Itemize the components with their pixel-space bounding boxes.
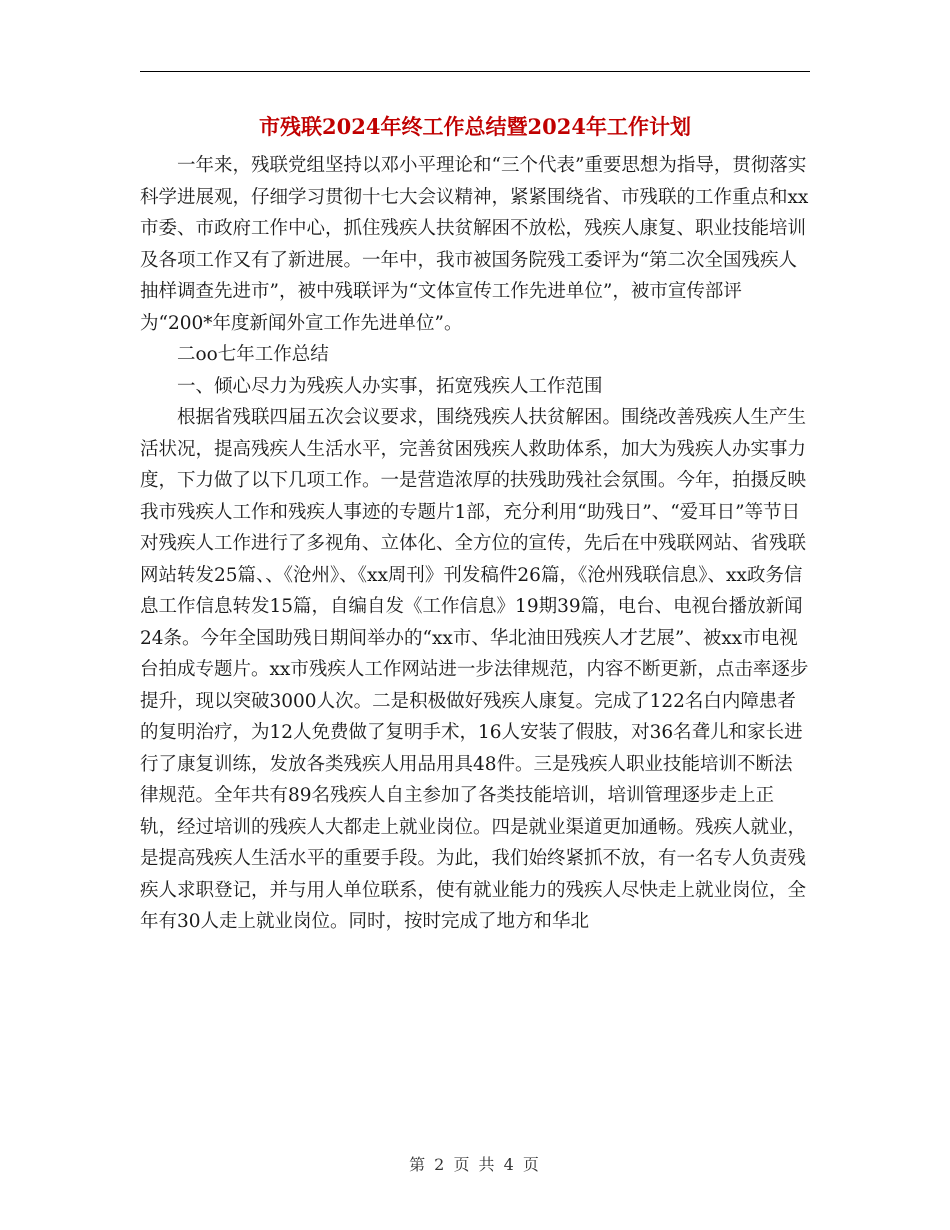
document-title: 市残联2024年终工作总结暨2024年工作计划 bbox=[259, 114, 691, 139]
header-rule bbox=[140, 71, 810, 72]
section-heading: 二oo七年工作总结 bbox=[177, 344, 329, 365]
paragraph-intro: 一年来，残联党组坚持以邓小平理论和“三个代表”重要思想为指导，贯彻落实科学进展观，仔细学习贯彻十七大会议精神，紧紧围绕省、市残联的工作重点和xx市委、市政府工作中心，抓住残疾人扶贫解困不放松，残疾人康复、职业技能培训及各项工作又有了新进展。一年中，我市被国务院残工委评为“第二次全国残疾人抽样调查先进市”，被中残联评为“文体宣传工作先进单位”，被市宣传部评为“200*年度新闻外宣工作先进单位”。 bbox=[140, 155, 809, 334]
document-body bbox=[140, 150, 810, 938]
paragraph-body: 根据省残联四届五次会议要求，围绕残疾人扶贫解困。围绕改善残疾人生产生活状况，提高残疾人生活水平，完善贫困残疾人救助体系，加大为残疾人办实事力度，下力做了以下几项工作。一是营造浓厚的扶残助残社会氛围。今年，拍摄反映我市残疾人工作和残疾人事迹的专题片1部，充分利用“助残日”、“爱耳日”等节日对残疾人工作进行了多视角、立体化、全方位的宣传，先后在中残联网站、省残联网站转发25篇、、《沧州》、《xx周刊》刊发稿件26篇，《沧州残联信息》、xx政务信息工作信息转发15篇，自编自发《工作信息》19期39篇，电台、电视台播放新闻24条。今年全国助残日期间举办的“xx市、华北油田残疾人才艺展”、被xx市电视台拍成专题片。xx市残疾人工作网站进一步法律规范，内容不断更新，点击率逐步提升，现以突破3000人次。二是积极做好残疾人康复。完成了122名白内障患者的复明治疗，为12人免费做了复明手术，16人安装了假肢，对36名聋儿和家长进行了康复训练，发放各类残疾人用品用具48件。三是残疾人职业技能培训不断法律规范。全年共有89名残疾人自主参加了各类技能培训，培训管理逐步走上正轨，经过培训的残疾人大都走上就业岗位。四是就业渠道更加通畅。残疾人就业，是提高残疾人生活水平的重要手段。为此，我们始终紧抓不放，有一名专人负责残疾人求职登记，并与用人单位联系，使有就业能力的残疾人尽快走上就业岗位，全年有30人走上就业岗位。同时，按时完成了地方和华北 bbox=[140, 407, 809, 932]
subsection-heading: 一、倾心尽力为残疾人办实事，拓宽残疾人工作范围 bbox=[177, 375, 603, 397]
page-number: 第 2 页 共 4 页 bbox=[409, 1155, 541, 1174]
